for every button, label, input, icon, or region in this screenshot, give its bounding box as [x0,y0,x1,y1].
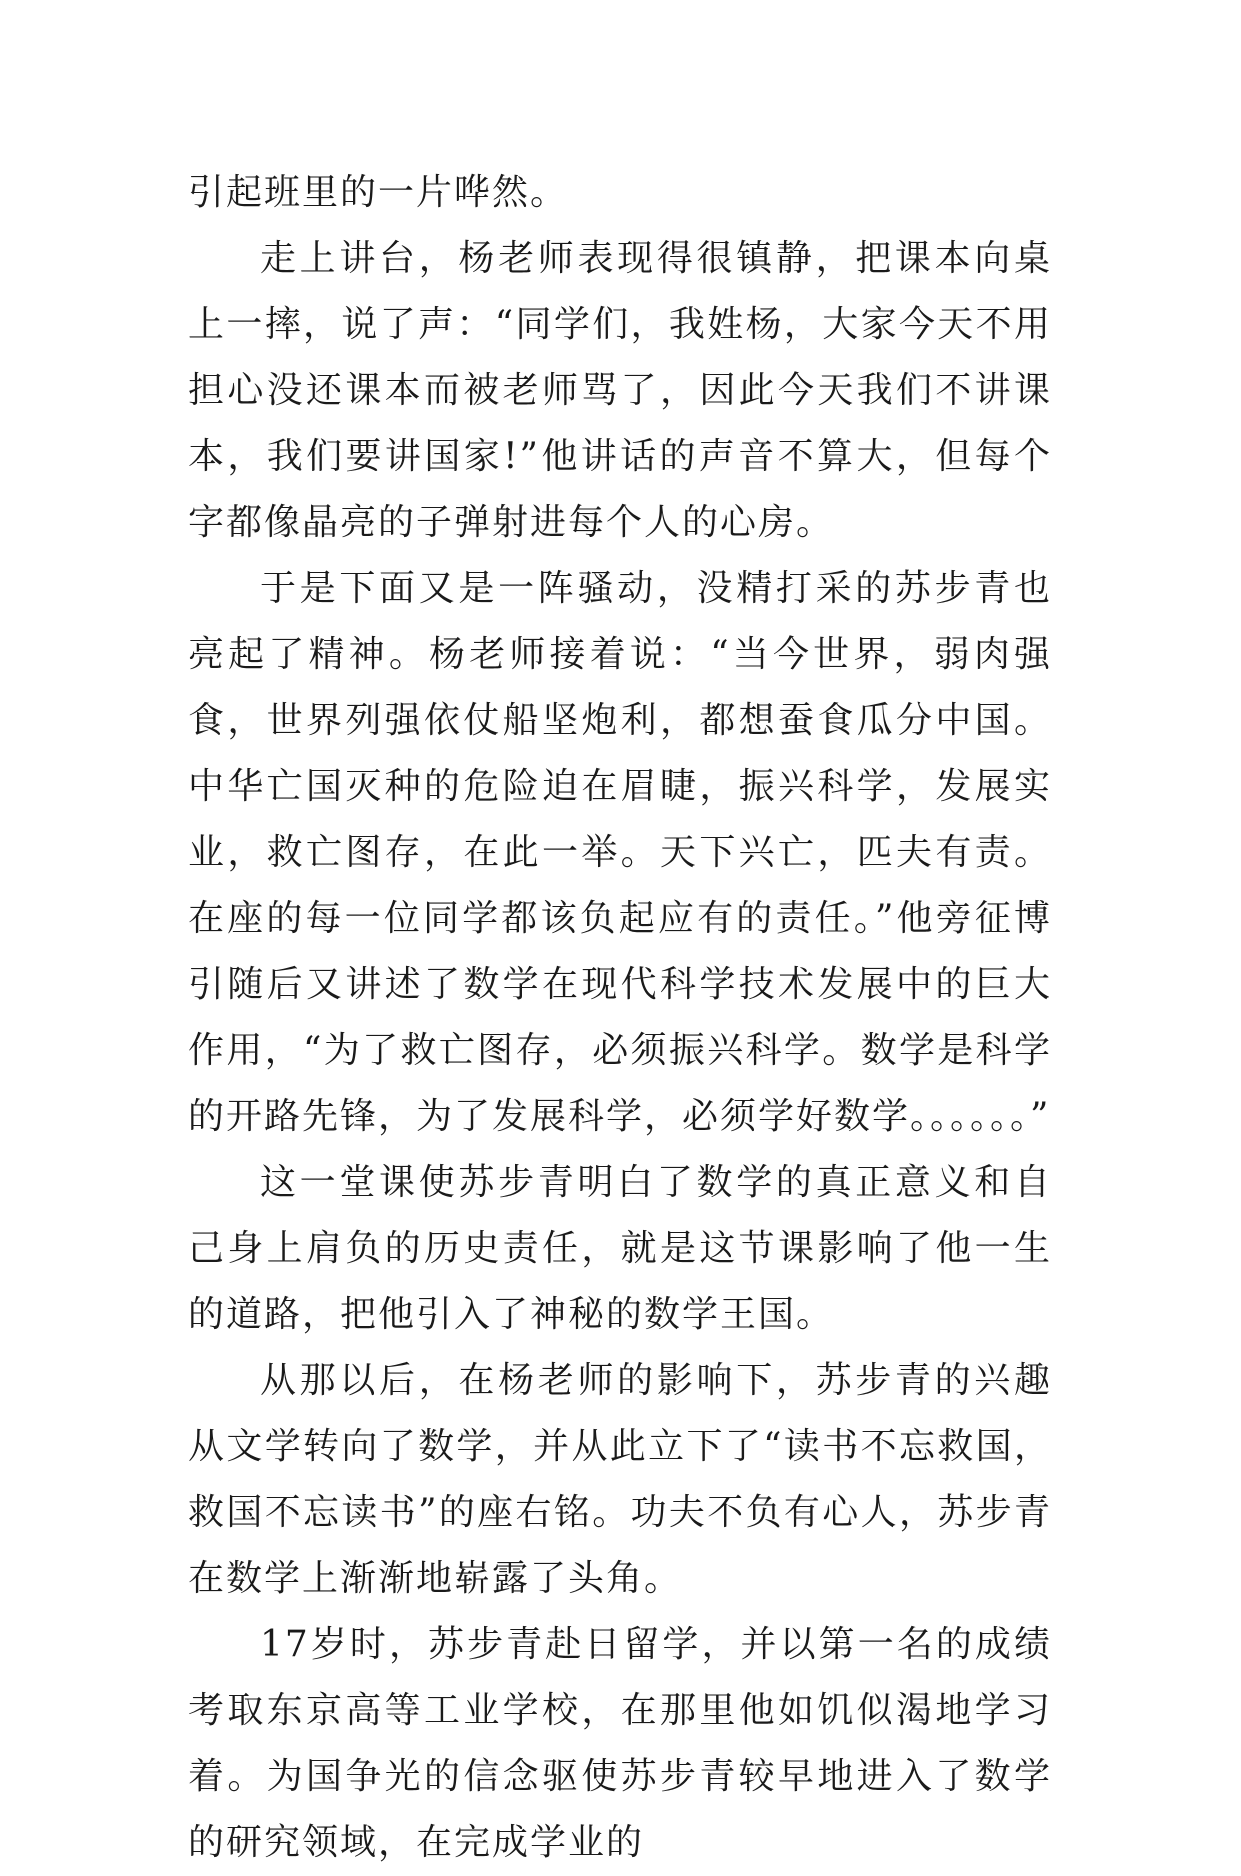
document-body [188,160,1052,1876]
paragraph: 从那以后，在杨老师的影响下，苏步青的兴趣从文学转向了数学，并从此立下了“读书不忘救国，救国不忘读书”的座右铭。功夫不负有心人，苏步青在数学上渐渐地崭露了头角。 [188,1360,1052,1599]
paragraph: 走上讲台，杨老师表现得很镇静，把课本向桌上一摔，说了声：“同学们，我姓杨，大家今天不用担心没还课本而被老师骂了，因此今天我们不讲课本，我们要讲国家!”他讲话的声音不算大，但每个字都像晶亮的子弹射进每个人的心房。 [188,238,1052,543]
paragraph: 17岁时，苏步青赴日留学，并以第一名的成绩考取东京高等工业学校，在那里他如饥似渴地学习着。为国争光的信念驱使苏步青较早地进入了数学的研究领域，在完成学业的 [188,1624,1052,1863]
paragraph: 这一堂课使苏步青明白了数学的真正意义和自己身上肩负的历史责任，就是这节课影响了他一生的道路，把他引入了神秘的数学王国。 [188,1162,1052,1335]
paragraph-continuation: 引起班里的一片哗然。 [188,172,569,213]
paragraph: 于是下面又是一阵骚动，没精打采的苏步青也亮起了精神。杨老师接着说：“当今世界，弱肉强食，世界列强依仗船坚炮利，都想蚕食瓜分中国。中华亡国灭种的危险迫在眉睫，振兴科学，发展实业，救亡图存，在此一举。天下兴亡，匹夫有责。在座的每一位同学都该负起应有的责任。”他旁征博引随后又讲述了数学在现代科学技术发展中的巨大作用，“为了救亡图存，必须振兴科学。数学是科学的开路先锋，为了发展科学，必须学好数学。。。。。。” [188,568,1052,1137]
